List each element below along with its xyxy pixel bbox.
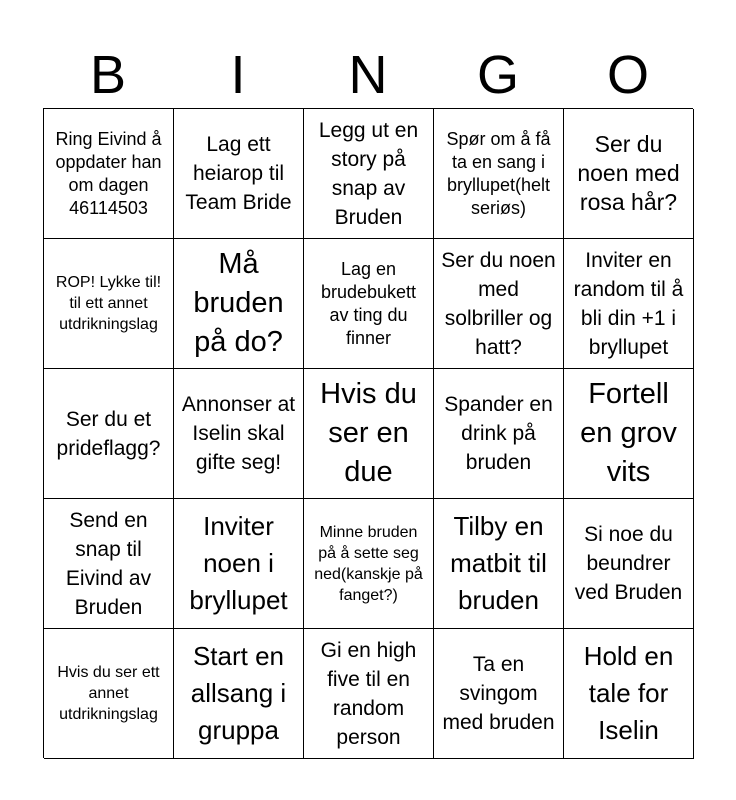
bingo-cell-r1-c1[interactable] [44,109,174,239]
cell-text: Ring Eivind å oppdater han om dagen 46114503 [55,128,162,218]
bingo-cell-r2-c4[interactable] [434,239,564,369]
bingo-cell-r4-c3[interactable] [304,499,434,629]
cell-text: Ta en svingom med bruden [442,653,555,734]
cell-text: Hold en tale for Iselin [583,641,674,745]
cell-text: ROP! Lykke til! til ett annet utdrikningslag [55,274,162,333]
cell-text: Gi en high five til en random person [320,638,417,749]
bingo-cell-r3-c4[interactable] [434,369,564,499]
bingo-cell-r3-c1[interactable] [44,369,174,499]
cell-text: Ser du et prideflagg? [56,407,161,460]
cell-text: Minne bruden på å sette seg ned(kanskje på fanget?) [314,523,423,604]
bingo-cell-r4-c5[interactable] [564,499,694,629]
header-letter-i: I [230,45,246,105]
cell-text: Må bruden på do? [193,248,284,358]
cell-text: Hvis du ser ett annet utdrikningslag [57,664,160,723]
cell-text: Spander en drink på bruden [444,393,553,474]
bingo-cell-r2-c3[interactable] [304,239,434,369]
cell-text: Inviter en random til å bli din +1 i bryllupet [573,248,684,359]
bingo-board [43,108,693,758]
bingo-cell-r1-c3[interactable] [304,109,434,239]
cell-text: Lag en brudebukett av ting du finner [320,258,417,348]
cell-text: Inviter noen i bryllupet [189,511,288,615]
header-letter-n: N [348,45,388,105]
cell-text: Fortell en grov vits [580,378,677,488]
header-letter-g: G [476,45,519,105]
bingo-cell-r5-c3[interactable] [304,629,434,759]
bingo-cell-r5-c5[interactable] [564,629,694,759]
bingo-cell-r2-c1[interactable] [44,239,174,369]
bingo-cell-r4-c4[interactable] [434,499,564,629]
bingo-header [43,42,693,108]
cell-text: Start en allsang i gruppa [190,641,287,745]
header-letter-o: O [606,45,649,105]
bingo-cell-r3-c3[interactable] [304,369,434,499]
bingo-cell-r5-c1[interactable] [44,629,174,759]
cell-text: Send en snap til Eivind av Bruden [65,508,152,619]
bingo-cell-r1-c2[interactable] [174,109,304,239]
cell-text: Ser du noen med solbriller og hatt? [441,248,556,359]
bingo-cell-r1-c5[interactable] [564,109,694,239]
cell-text: Lag ett heiarop til Team Bride [185,133,292,214]
cell-text: Hvis du ser en due [320,378,417,488]
cell-text: Spør om å få ta en sang i bryllupet(helt seriøs) [446,128,551,218]
bingo-cell-r2-c2[interactable] [174,239,304,369]
cell-text: Annonser at Iselin skal gifte seg! [181,393,296,474]
bingo-cell-r2-c5[interactable] [564,239,694,369]
bingo-cell-r4-c1[interactable] [44,499,174,629]
bingo-cell-r3-c2[interactable] [174,369,304,499]
bingo-cell-r3-c5[interactable] [564,369,694,499]
bingo-cell-r1-c4[interactable] [434,109,564,239]
cell-text: Si noe du beundrer ved Bruden [574,523,683,604]
cell-text: Tilby en matbit til bruden [450,511,547,615]
cell-text: Ser du noen med rosa hår? [577,131,680,215]
cell-text: Legg ut en story på snap av Bruden [318,118,419,229]
bingo-cell-r4-c2[interactable] [174,499,304,629]
bingo-cell-r5-c2[interactable] [174,629,304,759]
header-letter-b: B [89,45,127,105]
bingo-cell-r5-c4[interactable] [434,629,564,759]
